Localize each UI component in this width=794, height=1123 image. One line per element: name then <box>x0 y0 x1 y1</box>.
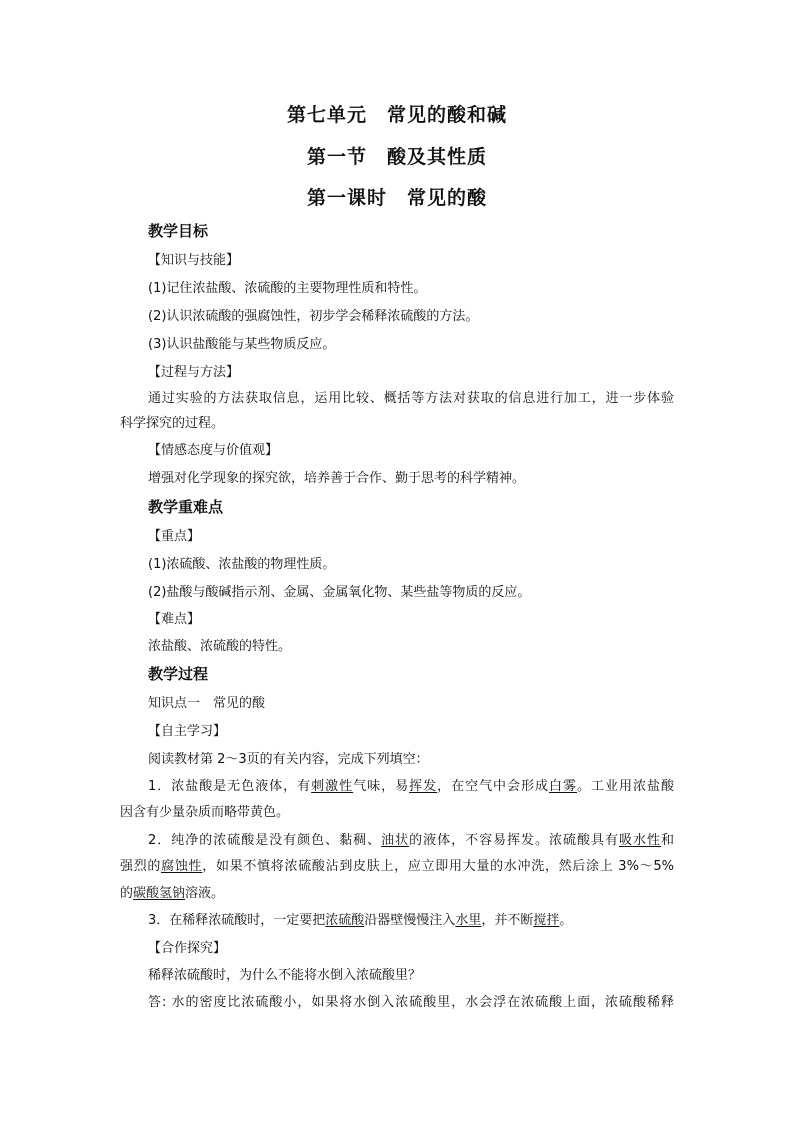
section-title: 第一节 酸及其性质 <box>306 146 487 168</box>
unit-title: 第七单元 常见的酸和碱 <box>286 104 507 126</box>
answer-blank: 搅拌 <box>533 913 560 928</box>
text-span: 2．纯净的浓硫酸是没有颜色、黏稠、 <box>148 833 382 848</box>
text-span: ，在空气中会形成 <box>437 779 550 794</box>
cooperation-label: 【合作探究】 <box>148 941 227 956</box>
fill-item-1-line-2: 因含有少量杂质而略带黄色。 <box>120 805 290 820</box>
fill-item-2-line-2 <box>120 858 674 876</box>
text-span: ，并不断 <box>481 913 534 928</box>
text-span: 沿器壁慢慢注入 <box>364 913 456 928</box>
answer-blank: 刺激性 <box>311 779 354 794</box>
answer-blank: 浓硫酸 <box>325 913 365 928</box>
text-span: ，如果不慎将浓硫酸沾到皮肤上，应立即用大量的水冲洗，然后涂上 3%～5% <box>202 859 674 874</box>
process-heading: 教学过程 <box>148 665 209 683</box>
difficulty-label: 【难点】 <box>148 612 201 627</box>
text-span: 的 <box>120 886 134 901</box>
answer-blank: 白雾 <box>549 779 577 794</box>
text-span: 3．在稀释浓硫酸时，一定要把 <box>148 913 326 928</box>
focus-item-1: (1)浓硫酸、浓盐酸的物理性质。 <box>148 557 336 572</box>
lesson-title: 第一课时 常见的酸 <box>306 187 487 209</box>
difficulty-text: 浓盐酸、浓硫酸的特性。 <box>148 639 292 654</box>
text-span: 1．浓盐酸是无色液体，有 <box>148 779 312 794</box>
focus-label: 【重点】 <box>148 529 201 544</box>
emotion-values-text: 增强对化学现象的探究欲，培养善于合作、勤于思考的科学精神。 <box>148 471 526 486</box>
fill-item-2-line-3 <box>120 885 224 903</box>
text-span: 溶液。 <box>185 886 225 901</box>
answer-blank: 吸水性 <box>618 833 661 848</box>
process-method-label: 【过程与方法】 <box>148 365 240 380</box>
inquiry-question: 稀释浓硫酸时，为什么不能将水倒入浓硫酸里？ <box>148 968 422 983</box>
fill-item-3 <box>148 912 572 930</box>
answer-blank: 挥发 <box>409 779 438 794</box>
text-span: 强烈的 <box>120 859 162 874</box>
fill-item-2-line-1 <box>148 832 674 850</box>
goals-heading: 教学目标 <box>148 222 209 240</box>
answer-blank: 油状 <box>381 833 410 848</box>
key-points-heading: 教学重难点 <box>148 498 224 516</box>
focus-item-2: (2)盐酸与酸碱指示剂、金属、金属氧化物、某些盐等物质的反应。 <box>148 585 531 600</box>
knowledge-item-3: (3)认识盐酸能与某些物质反应。 <box>148 337 336 352</box>
answer-blank: 水里 <box>455 913 482 928</box>
text-span: 。 <box>559 913 573 928</box>
text-span: 和 <box>660 833 674 848</box>
self-study-label: 【自主学习】 <box>148 724 227 739</box>
process-method-text-2: 科学探究的过程。 <box>120 416 225 431</box>
fill-item-1-line-1 <box>148 778 674 796</box>
answer-blank: 碳酸氢钠 <box>133 886 186 901</box>
text-span: 气味，易 <box>353 779 410 794</box>
reading-instruction: 阅读教材第 2～3页的有关内容，完成下列填空： <box>148 752 429 767</box>
knowledge-item-2: (2)认识浓硫酸的强腐蚀性，初步学会稀释浓硫酸的方法。 <box>148 309 479 324</box>
text-span: 。工业用浓盐酸 <box>577 779 674 794</box>
knowledge-skills-label: 【知识与技能】 <box>148 253 240 268</box>
knowledge-point-title: 知识点一 常见的酸 <box>148 696 266 711</box>
inquiry-answer: 答: 水的密度比浓硫酸小，如果将水倒入浓硫酸里，水会浮在浓硫酸上面，浓硫酸稀释 <box>148 995 674 1010</box>
text-span: 的液体，不容易挥发。浓硫酸具有 <box>409 833 619 848</box>
process-method-text-1: 通过实验的方法获取信息，运用比较、概括等方法对获取的信息进行加工，进一步体验 <box>148 391 674 406</box>
emotion-values-label: 【情感态度与价值观】 <box>148 443 279 458</box>
knowledge-item-1: (1)记住浓盐酸、浓硫酸的主要物理性质和特性。 <box>148 281 427 296</box>
answer-blank: 腐蚀性 <box>161 859 203 874</box>
